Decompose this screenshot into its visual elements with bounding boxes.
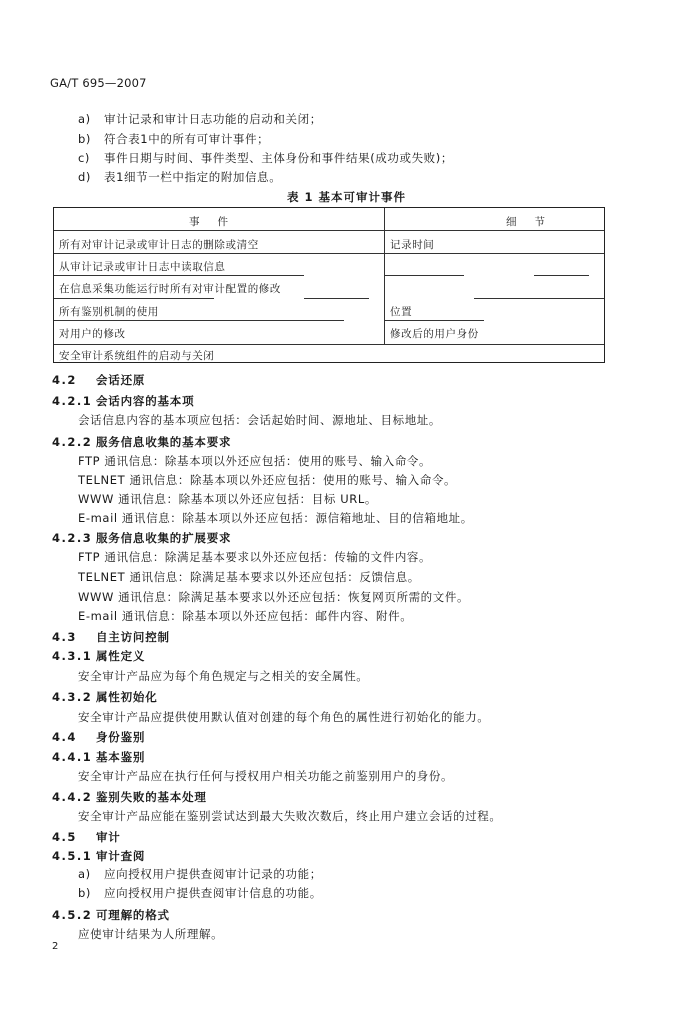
table-row-divider xyxy=(54,320,344,321)
document-code: GA/T 695—2007 xyxy=(50,76,147,90)
section-title: 自主访问控制 xyxy=(96,630,170,644)
section-number: 4.4.1 xyxy=(52,750,93,764)
body-paragraph: E-mail 通讯信息：除基本项以外还应包括：邮件内容、附件。 xyxy=(78,609,413,623)
table-row-divider xyxy=(54,298,214,299)
list-item xyxy=(78,111,322,127)
section-title: 身份鉴别 xyxy=(96,730,146,744)
section-number: 4.5 xyxy=(52,830,77,844)
table-header-divider xyxy=(54,230,604,231)
body-paragraph: 安全审计产品应能在鉴别尝试达到最大失败次数后，终止用户建立会话的过程。 xyxy=(78,809,502,823)
table-row-divider xyxy=(54,253,384,254)
list-text: 应向授权用户提供查阅审计记录的功能； xyxy=(104,867,322,881)
section-number: 4.3.1 xyxy=(52,649,93,663)
section-heading xyxy=(52,848,145,864)
table-title: 表 1 基本可审计事件 xyxy=(286,190,406,204)
list-marker: b) xyxy=(78,886,91,900)
body-paragraph: 安全审计产品应在执行任何与授权用户相关功能之前鉴别用户的身份。 xyxy=(78,769,454,783)
section-title: 鉴别失败的基本处理 xyxy=(96,790,207,804)
section-heading xyxy=(52,789,207,805)
audit-events-table xyxy=(53,207,605,363)
table-cell-event: 所有对审计记录或审计日志的删除或清空 xyxy=(59,239,259,251)
section-number: 4.2.2 xyxy=(52,435,93,449)
list-text: 审计记录和审计日志功能的启动和关闭； xyxy=(104,112,322,126)
list-item xyxy=(78,150,453,166)
section-title: 审计查阅 xyxy=(96,849,146,863)
section-number: 4.2.1 xyxy=(52,394,93,408)
table-row-divider xyxy=(54,275,304,276)
section-title: 基本鉴别 xyxy=(96,750,146,764)
table-header-detail: 细节 xyxy=(506,216,563,228)
section-heading xyxy=(52,629,170,645)
section-heading xyxy=(52,729,145,745)
section-heading xyxy=(52,648,145,664)
body-paragraph: E-mail 通讯信息：除基本项以外还应包括：源信箱地址、目的信箱地址。 xyxy=(78,511,473,525)
body-paragraph: 会话信息内容的基本项应包括：会话起始时间、源地址、目标地址。 xyxy=(78,413,441,427)
table-cell-event: 安全审计系统组件的启动与关闭 xyxy=(59,350,215,362)
list-text: 应向授权用户提供查阅审计信息的功能。 xyxy=(104,886,322,900)
body-paragraph: WWW 通讯信息：除基本项以外还应包括：目标 URL。 xyxy=(78,492,377,506)
table-column-divider xyxy=(384,208,385,344)
section-title: 审计 xyxy=(96,830,121,844)
list-text: 事件日期与时间、事件类型、主体身份和事件结果(成功或失败)； xyxy=(104,151,453,165)
list-marker: c) xyxy=(78,151,91,165)
section-title: 可理解的格式 xyxy=(96,908,170,922)
list-marker: a) xyxy=(78,112,91,126)
table-cell-detail: 位置 xyxy=(390,306,413,318)
table-cell-event: 对用户的修改 xyxy=(59,328,126,340)
table-row-divider xyxy=(384,275,464,276)
table-row-divider xyxy=(384,253,604,254)
list-item xyxy=(78,885,322,901)
section-heading xyxy=(52,749,145,765)
section-heading xyxy=(52,530,231,546)
list-marker: d) xyxy=(78,170,91,184)
section-heading xyxy=(52,689,158,705)
table-cell-detail: 记录时间 xyxy=(390,239,435,251)
section-heading xyxy=(52,372,145,388)
body-paragraph: TELNET 通讯信息：除基本项以外还应包括：使用的账号、输入命令。 xyxy=(78,473,457,487)
section-number: 4.4 xyxy=(52,730,77,744)
section-heading xyxy=(52,434,231,450)
section-heading xyxy=(52,907,170,923)
table-row-divider xyxy=(54,344,604,345)
body-paragraph: FTP 通讯信息：除基本项以外还应包括：使用的账号、输入命令。 xyxy=(78,454,432,468)
body-paragraph: FTP 通讯信息：除满足基本要求以外还应包括：传输的文件内容。 xyxy=(78,550,432,564)
body-paragraph: WWW 通讯信息：除满足基本要求以外还应包括：恢复网页所需的文件。 xyxy=(78,590,470,604)
list-marker: a) xyxy=(78,867,91,881)
page-number: 2 xyxy=(52,941,59,952)
list-text: 表1细节一栏中指定的附加信息。 xyxy=(104,170,282,184)
body-paragraph: 安全审计产品应提供使用默认值对创建的每个角色的属性进行初始化的能力。 xyxy=(78,710,490,724)
table-row-divider xyxy=(474,298,604,299)
list-item xyxy=(78,169,281,185)
table-cell-event: 在信息采集功能运行时所有对审计配置的修改 xyxy=(59,283,281,295)
section-title: 会话还原 xyxy=(96,373,146,387)
section-number: 4.4.2 xyxy=(52,790,93,804)
section-number: 4.3.2 xyxy=(52,690,93,704)
section-title: 服务信息收集的基本要求 xyxy=(96,435,232,449)
table-header-event: 事件 xyxy=(189,216,246,228)
section-number: 4.5.2 xyxy=(52,908,93,922)
list-marker: b) xyxy=(78,132,91,146)
section-heading xyxy=(52,393,194,409)
table-cell-event: 所有鉴别机制的使用 xyxy=(59,306,159,318)
section-number: 4.2 xyxy=(52,373,77,387)
list-item xyxy=(78,866,322,882)
list-text: 符合表1中的所有可审计事件； xyxy=(104,132,270,146)
list-item xyxy=(78,131,269,147)
table-cell-detail: 修改后的用户身份 xyxy=(390,328,479,340)
table-row-divider xyxy=(384,320,484,321)
table-row-divider xyxy=(534,275,589,276)
section-title: 会话内容的基本项 xyxy=(96,394,195,408)
section-title: 属性定义 xyxy=(96,649,146,663)
body-paragraph: TELNET 通讯信息：除满足基本要求以外还应包括：反馈信息。 xyxy=(78,570,420,584)
body-paragraph: 安全审计产品应为每个角色规定与之相关的安全属性。 xyxy=(78,669,369,683)
section-title: 服务信息收集的扩展要求 xyxy=(96,531,232,545)
section-number: 4.2.3 xyxy=(52,531,93,545)
body-paragraph: 应使审计结果为人所理解。 xyxy=(78,927,224,941)
table-row-divider xyxy=(304,298,369,299)
section-title: 属性初始化 xyxy=(96,690,158,704)
table-cell-event: 从审计记录或审计日志中读取信息 xyxy=(59,261,226,273)
section-number: 4.3 xyxy=(52,630,77,644)
section-heading xyxy=(52,829,121,845)
section-number: 4.5.1 xyxy=(52,849,93,863)
